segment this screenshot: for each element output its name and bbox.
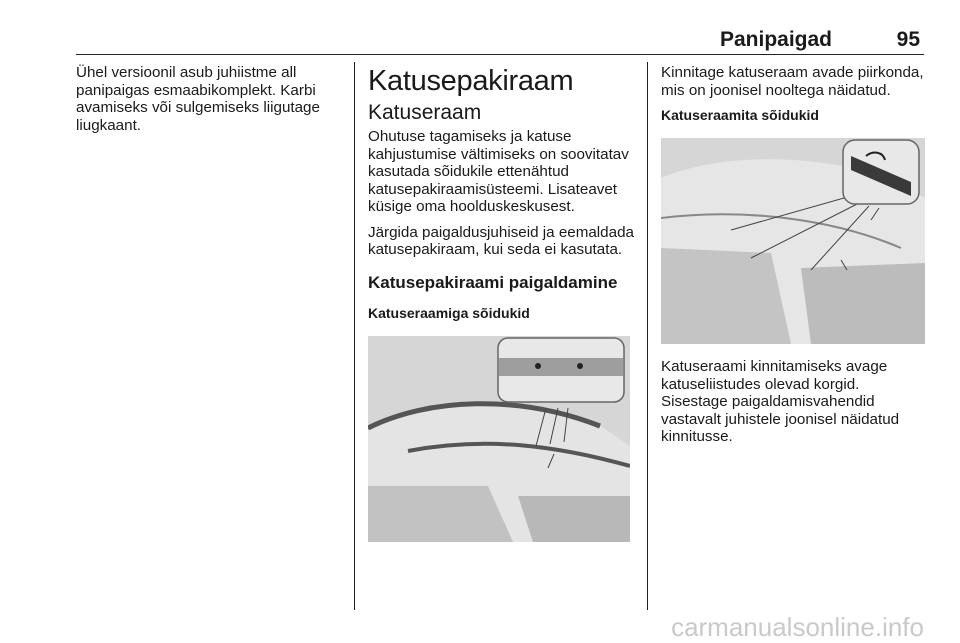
- column-right: [661, 64, 929, 454]
- attach-rack-paragraph: Kinnitage katuseraam avade piirkonda, mis on joonisel nooltega näidatud.: [661, 64, 924, 99]
- rear-window: [801, 263, 925, 344]
- side-window: [661, 248, 791, 344]
- installation-paragraph: Järgida paigaldusjuhiseid ja eemaldada katusepakiraam, kui seda ei kasutata.: [368, 223, 634, 258]
- safety-paragraph: Ohutuse tagamiseks ja katuse kahjustumise vältimiseks on soovitatav kasutada sõidukile ettenähtud katusepakiraamisüsteemi. Lisateavet küsige oma hoolduskeskusest.: [368, 128, 629, 215]
- section-subtitle: Katuseraam: [368, 101, 482, 124]
- inset-rail: [499, 358, 623, 376]
- roof-without-rails-illustration: [661, 138, 925, 344]
- installation-heading: Katusepakiraami paigaldamine: [368, 272, 618, 292]
- mounting-hole: [577, 363, 583, 369]
- section-title: Katusepakiraam: [368, 65, 574, 97]
- page-number: 95: [896, 28, 920, 51]
- watermark-brand: carmanualsonline.info: [671, 612, 924, 642]
- first-aid-paragraph: Ühel versioonil asub juhiistme all panipaigas esmaabikomplekt. Karbi avamiseks või sulgemiseks liigutage liugkaant.: [76, 64, 320, 134]
- column-middle: [368, 64, 636, 542]
- without-rails-subheading: Katuseraamita sõidukid: [661, 107, 819, 123]
- running-header-title: Panipaigad: [719, 28, 832, 51]
- rear-window: [518, 496, 630, 542]
- column-left: [76, 64, 344, 142]
- column-divider: [647, 62, 648, 610]
- with-rails-subheading: Katuseraamiga sõidukid: [368, 304, 530, 321]
- column-divider: [354, 62, 355, 610]
- side-window: [368, 486, 513, 542]
- header-rule: [76, 54, 924, 55]
- mounting-hole: [535, 363, 541, 369]
- open-caps-paragraph: Katuseraami kinnitamiseks avage katuseliistudes olevad korgid. Sisestage paigaldamisvahendid vastavalt juhistele joonisel näidatud kinnitusse.: [661, 358, 900, 445]
- roof-rails-illustration: [368, 336, 630, 542]
